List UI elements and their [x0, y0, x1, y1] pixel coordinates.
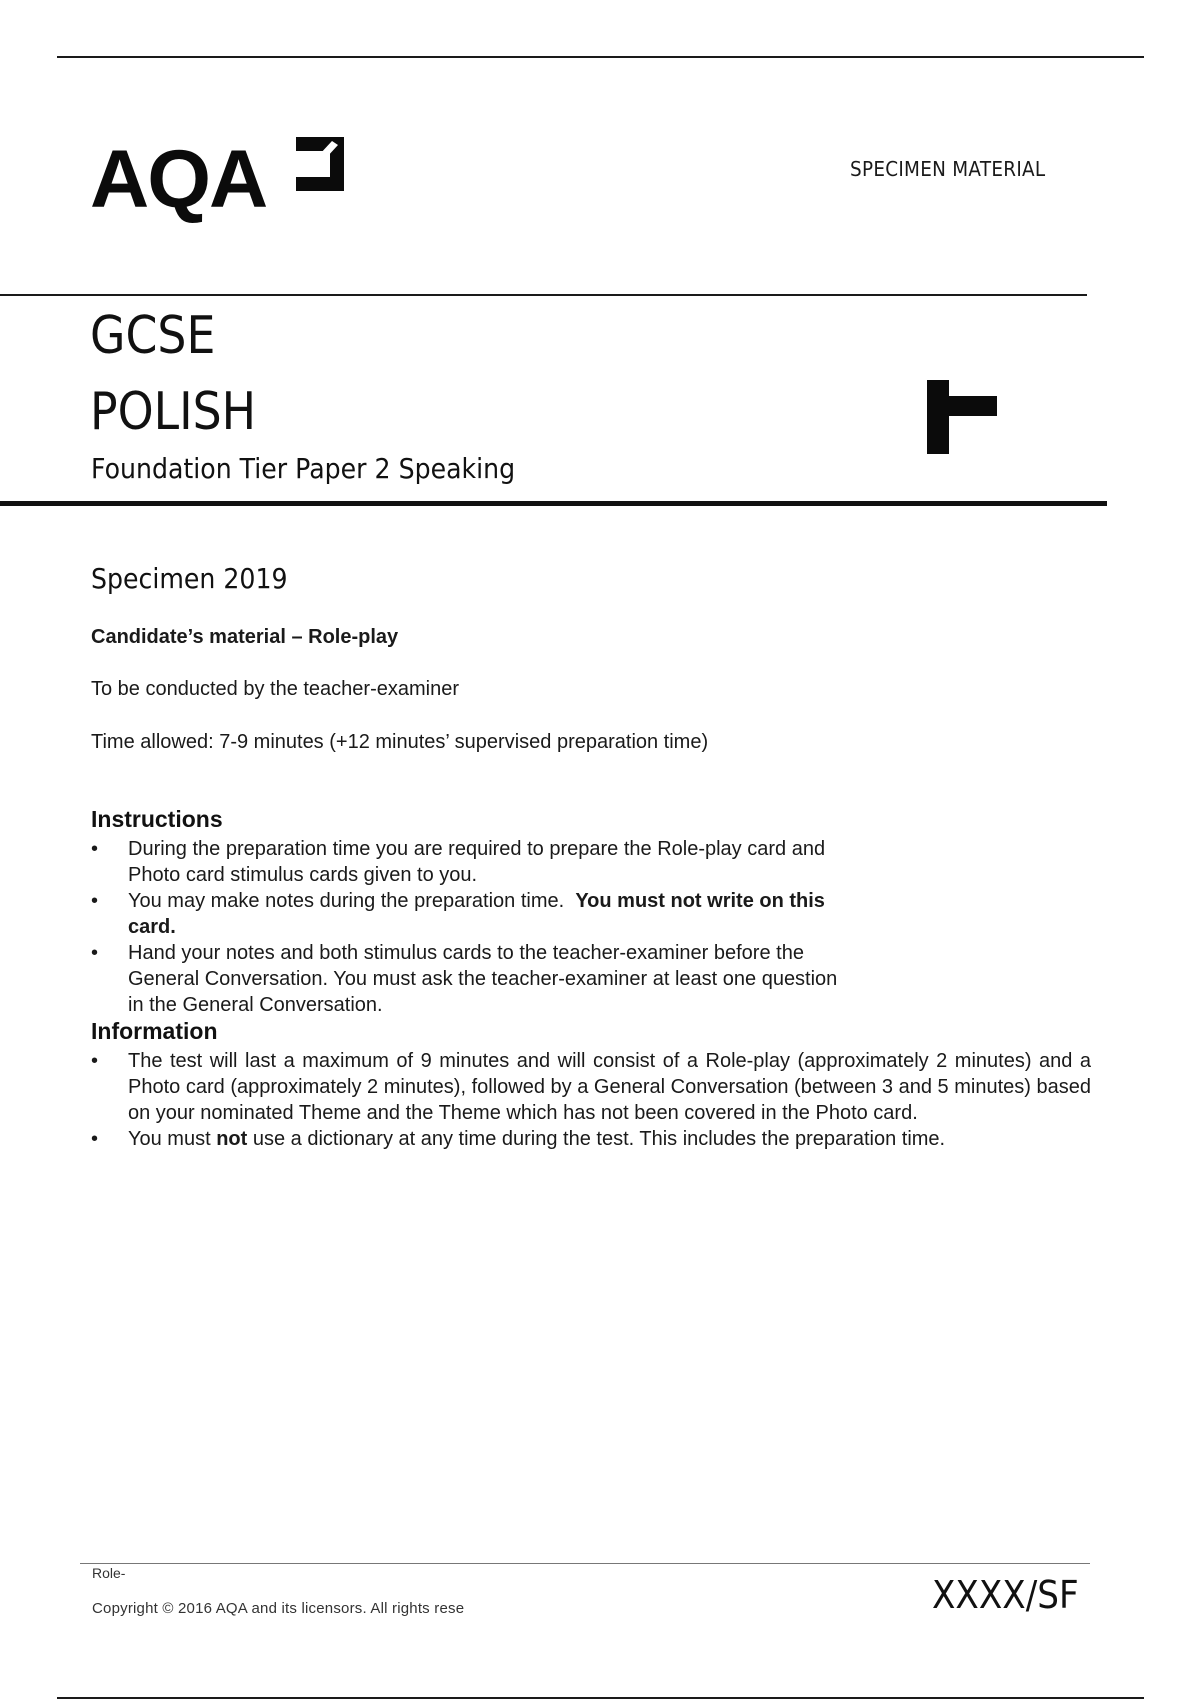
list-item — [91, 1048, 1091, 1126]
information-text: use a dictionary at any time during the test. This includes the preparation time. — [252, 1128, 946, 1150]
footer-copyright: Copyright © 2016 AQA and its licensors. All rights rese — [92, 1600, 465, 1617]
specimen-year: Specimen 2019 — [91, 562, 288, 595]
instruction-emphasis: You must not write on this card. — [128, 890, 825, 938]
information-text: You must — [128, 1128, 211, 1150]
candidate-material-heading: Candidate’s material – Role-play — [91, 626, 399, 648]
foundation-tier-f-icon — [927, 380, 997, 454]
instructions-list — [91, 836, 851, 1018]
information-emphasis: not — [216, 1128, 248, 1150]
time-allowed-text: Time allowed: 7-9 minutes (+12 minutes’ supervised preparation time) — [91, 731, 709, 753]
aqa-logo — [90, 135, 350, 233]
aqa-logo-mark-icon — [292, 135, 348, 193]
footer-divider — [80, 1563, 1090, 1564]
list-item — [91, 940, 851, 1018]
subject-title: POLISH — [90, 382, 257, 442]
top-rule — [57, 56, 1144, 58]
qualification-title: GCSE — [90, 306, 216, 366]
information-text: The test will last a maximum of 9 minutes and will consist of a Role-play (approximately 2 minutes) and a Photo card (approximately 2 minutes), followed by a General Conversation (between 3 and 5 minutes) based on your nominated Theme and the Theme which has not been covered in the Photo card. — [128, 1050, 1091, 1124]
aqa-logo-text: AQA — [90, 134, 267, 225]
footer-role-text: Role- — [92, 1565, 126, 1581]
specimen-material-label: SPECIMEN MATERIAL — [850, 157, 1046, 181]
paper-code: XXXX/SF — [932, 1573, 1079, 1617]
information-heading: Information — [91, 1018, 218, 1044]
instruction-text: You may make notes during the preparation time. — [128, 890, 565, 912]
conducted-by-text: To be conducted by the teacher-examiner — [91, 678, 459, 700]
list-item — [91, 888, 851, 940]
list-item — [91, 836, 851, 888]
paper-title: Foundation Tier Paper 2 Speaking — [91, 452, 516, 485]
list-item — [91, 1126, 1091, 1152]
header-divider — [0, 294, 1087, 296]
information-list — [91, 1048, 1091, 1152]
bottom-rule — [57, 1697, 1144, 1699]
instruction-text: During the preparation time you are required to prepare the Role-play card and Photo card stimulus cards given to you. — [128, 838, 826, 886]
instructions-heading: Instructions — [91, 806, 223, 832]
title-divider — [0, 501, 1107, 506]
instruction-text: Hand your notes and both stimulus cards to the teacher-examiner before the General Conversation. You must ask the teacher-examiner at least one question in the General Conversation. — [128, 942, 838, 1016]
